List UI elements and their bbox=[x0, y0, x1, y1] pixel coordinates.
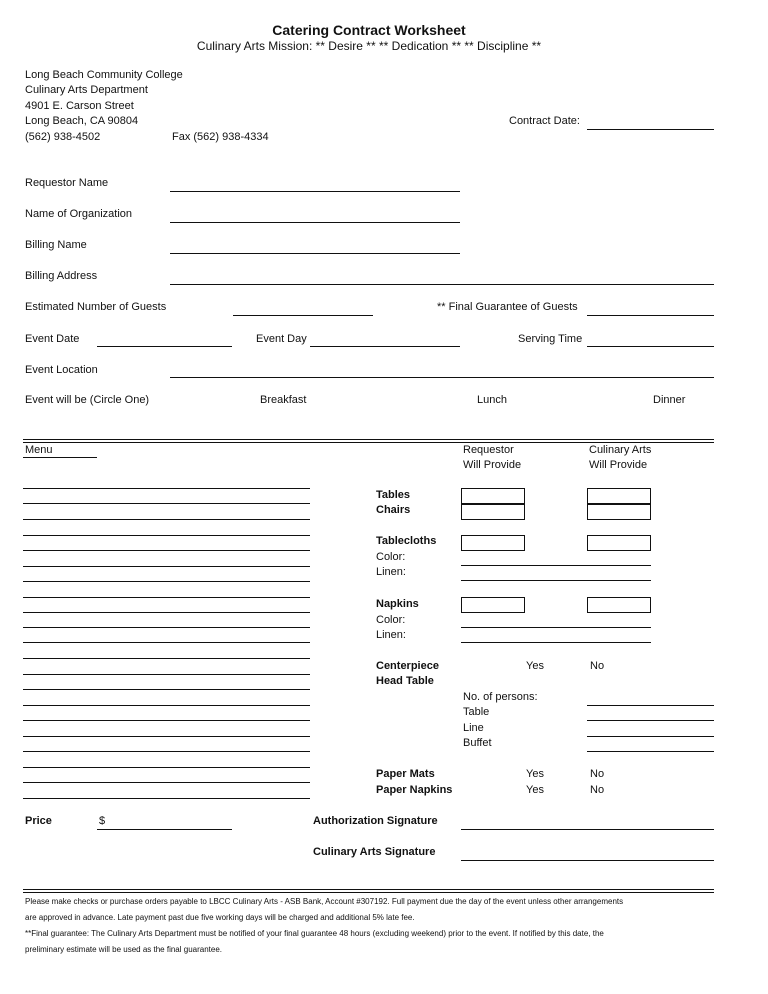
chairs-requestor-box[interactable] bbox=[461, 504, 525, 520]
organization-field[interactable] bbox=[170, 222, 460, 223]
menu-line[interactable] bbox=[23, 566, 310, 567]
menu-line[interactable] bbox=[23, 612, 310, 613]
head-table-table-field[interactable] bbox=[587, 720, 714, 721]
chairs-label: Chairs bbox=[376, 504, 411, 516]
street-address: 4901 E. Carson Street bbox=[25, 100, 134, 112]
event-location-field[interactable] bbox=[170, 377, 714, 378]
menu-line[interactable] bbox=[23, 705, 310, 706]
culinary-col-header-2: Will Provide bbox=[589, 459, 648, 471]
napkins-linen-label: Linen: bbox=[376, 629, 406, 641]
paper-napkins-yes[interactable]: Yes bbox=[526, 784, 544, 796]
paper-mats-yes[interactable]: Yes bbox=[526, 768, 544, 780]
menu-line[interactable] bbox=[23, 597, 310, 598]
tablecloths-color-label: Color: bbox=[376, 551, 406, 563]
section-divider-top bbox=[23, 439, 714, 440]
section-divider-bottom bbox=[23, 442, 714, 443]
tablecloths-requestor-box[interactable] bbox=[461, 535, 525, 551]
menu-line[interactable] bbox=[23, 488, 310, 489]
option-dinner[interactable]: Dinner bbox=[653, 394, 686, 406]
tables-label: Tables bbox=[376, 489, 411, 501]
department-name: Culinary Arts Department bbox=[25, 84, 148, 96]
head-table-table-label: Table bbox=[463, 706, 490, 718]
footer-payment-note-1: Please make checks or purchase orders payable to LBCC Culinary Arts - ASB Bank, Account #307192. Full payment due the day of the event unless other arrangements bbox=[25, 897, 624, 906]
price-field[interactable] bbox=[97, 829, 232, 830]
phone-number: (562) 938-4502 bbox=[25, 131, 101, 143]
event-date-label: Event Date bbox=[25, 333, 80, 345]
contract-date-field[interactable] bbox=[587, 129, 714, 130]
billing-name-field[interactable] bbox=[170, 253, 460, 254]
event-day-field[interactable] bbox=[310, 346, 460, 347]
serving-time-field[interactable] bbox=[587, 346, 714, 347]
est-guests-label: Estimated Number of Guests bbox=[25, 301, 167, 313]
culinary-signature-label: Culinary Arts Signature bbox=[313, 846, 436, 858]
menu-line[interactable] bbox=[23, 503, 310, 504]
paper-napkins-label: Paper Napkins bbox=[376, 784, 453, 796]
no-persons-field[interactable] bbox=[587, 705, 714, 706]
menu-line[interactable] bbox=[23, 658, 310, 659]
contract-date-label: Contract Date: bbox=[509, 115, 580, 127]
menu-line[interactable] bbox=[23, 550, 310, 551]
head-table-buffet-label: Buffet bbox=[463, 737, 492, 749]
napkins-label: Napkins bbox=[376, 598, 419, 610]
organization-label: Name of Organization bbox=[25, 208, 132, 220]
menu-line[interactable] bbox=[23, 642, 310, 643]
paper-mats-no[interactable]: No bbox=[590, 768, 605, 780]
footer-payment-note-2: are approved in advance. Late payment past due five working days will be charged and additional 5% late fee. bbox=[25, 913, 415, 922]
napkins-color-label: Color: bbox=[376, 614, 406, 626]
billing-name-label: Billing Name bbox=[25, 239, 87, 251]
paper-napkins-no[interactable]: No bbox=[590, 784, 605, 796]
napkins-linen-field[interactable] bbox=[461, 642, 651, 643]
event-date-field[interactable] bbox=[97, 346, 232, 347]
option-lunch[interactable]: Lunch bbox=[477, 394, 507, 406]
head-table-line-label: Line bbox=[463, 722, 484, 734]
footer-divider-top bbox=[23, 889, 714, 890]
authorization-signature-field[interactable] bbox=[461, 829, 714, 830]
event-location-label: Event Location bbox=[25, 364, 98, 376]
serving-time-label: Serving Time bbox=[518, 333, 583, 345]
culinary-col-header-1: Culinary Arts bbox=[589, 444, 652, 456]
menu-line[interactable] bbox=[23, 782, 310, 783]
no-persons-label: No. of persons: bbox=[463, 691, 538, 703]
paper-mats-label: Paper Mats bbox=[376, 768, 435, 780]
billing-address-field[interactable] bbox=[170, 284, 714, 285]
napkins-color-field[interactable] bbox=[461, 627, 651, 628]
head-table-buffet-field[interactable] bbox=[587, 751, 714, 752]
page-title: Catering Contract Worksheet bbox=[272, 22, 466, 38]
tablecloths-culinary-box[interactable] bbox=[587, 535, 651, 551]
event-type-label: Event will be (Circle One) bbox=[25, 394, 150, 406]
napkins-requestor-box[interactable] bbox=[461, 597, 525, 613]
head-table-label: Head Table bbox=[376, 675, 434, 687]
requestor-name-label: Requestor Name bbox=[25, 177, 109, 189]
tablecloths-linen-label: Linen: bbox=[376, 566, 406, 578]
tables-culinary-box[interactable] bbox=[587, 488, 651, 504]
footer-divider-bottom bbox=[23, 892, 714, 893]
billing-address-label: Billing Address bbox=[25, 270, 98, 282]
final-guarantee-field[interactable] bbox=[587, 315, 714, 316]
head-table-line-field[interactable] bbox=[587, 736, 714, 737]
menu-line[interactable] bbox=[23, 720, 310, 721]
tablecloths-color-field[interactable] bbox=[461, 565, 651, 566]
menu-line[interactable] bbox=[23, 581, 310, 582]
requestor-col-header-2: Will Provide bbox=[463, 459, 522, 471]
requestor-name-field[interactable] bbox=[170, 191, 460, 192]
footer-guarantee-note-1: **Final guarantee: The Culinary Arts Department must be notified of your final guarantee 48 hours (excluding weekend) prior to the event. If notified by this date, the bbox=[25, 929, 604, 938]
authorization-signature-label: Authorization Signature bbox=[313, 815, 438, 827]
tablecloths-label: Tablecloths bbox=[376, 535, 437, 547]
menu-line[interactable] bbox=[23, 535, 310, 536]
menu-line[interactable] bbox=[23, 798, 310, 799]
centerpiece-no[interactable]: No bbox=[590, 660, 605, 672]
centerpiece-yes[interactable]: Yes bbox=[526, 660, 544, 672]
college-name: Long Beach Community College bbox=[25, 69, 183, 81]
tablecloths-linen-field[interactable] bbox=[461, 580, 651, 581]
final-guarantee-label: ** Final Guarantee of Guests bbox=[437, 301, 578, 313]
tables-requestor-box[interactable] bbox=[461, 488, 525, 504]
fax-number: Fax (562) 938-4334 bbox=[172, 131, 269, 143]
footer-guarantee-note-2: preliminary estimate will be used as the final guarantee. bbox=[25, 945, 222, 954]
menu-label-underline bbox=[23, 457, 97, 458]
centerpiece-label: Centerpiece bbox=[376, 660, 439, 672]
currency-symbol: $ bbox=[99, 815, 106, 827]
city-state-zip: Long Beach, CA 90804 bbox=[25, 115, 139, 127]
menu-line[interactable] bbox=[23, 627, 310, 628]
mission-statement: Culinary Arts Mission: ** Desire ** ** Dedication ** ** Discipline ** bbox=[196, 39, 542, 53]
menu-line[interactable] bbox=[23, 751, 310, 752]
menu-line[interactable] bbox=[23, 736, 310, 737]
option-breakfast[interactable]: Breakfast bbox=[260, 394, 307, 406]
requestor-col-header-1: Requestor bbox=[463, 444, 514, 456]
menu-line[interactable] bbox=[23, 674, 310, 675]
est-guests-field[interactable] bbox=[233, 315, 373, 316]
menu-line[interactable] bbox=[23, 519, 310, 520]
culinary-signature-field[interactable] bbox=[461, 860, 714, 861]
menu-line[interactable] bbox=[23, 767, 310, 768]
menu-label: Menu bbox=[25, 444, 53, 456]
price-label: Price bbox=[25, 815, 52, 827]
chairs-culinary-box[interactable] bbox=[587, 504, 651, 520]
napkins-culinary-box[interactable] bbox=[587, 597, 651, 613]
menu-line[interactable] bbox=[23, 689, 310, 690]
event-day-label: Event Day bbox=[256, 333, 307, 345]
